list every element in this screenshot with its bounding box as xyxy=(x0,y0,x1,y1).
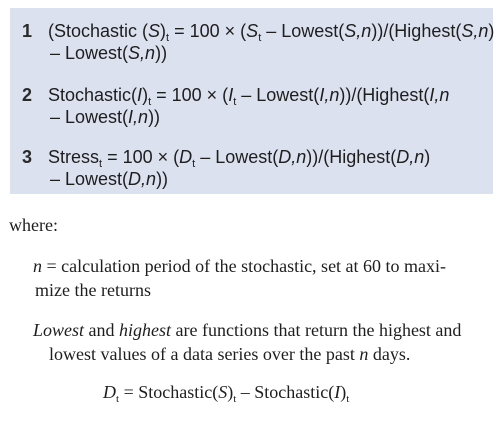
equation-line-2: – Lowest(D,n)) xyxy=(50,169,169,189)
equation-number: 2 xyxy=(22,85,33,105)
final-equation: $D_t$ = $Stochastic(S)_t$ – $Stochastic(I)_t$ xyxy=(103,382,350,405)
equation-line-2: – Lowest(I,n)) xyxy=(50,107,161,127)
equation-line-2: – Lowest(S,n)) xyxy=(50,43,168,63)
equation-number: 3 xyxy=(22,147,33,167)
equation-body: (Stochastic $(S)_t = 100 \times (S_t$ – Lowest(S,n))/(Highest(S,n) – Lowest(S,n)) xyxy=(48,21,495,63)
equation-body: $Stochastic(I)_t = 100 \times (I_t$ – Lowest(I,n))/(Highest(I,n – Lowest(I,n)) xyxy=(48,85,450,127)
definition-n: n = calculation period of the stochastic, set at 60 to maxi- mize the returns xyxy=(33,256,447,300)
definition-lowest-highest: Lowest and highest are functions that return the highest and lowest values of a data series over the past n days. xyxy=(33,320,462,364)
where-label: where: xyxy=(9,215,58,235)
equation-body: Stress$_t$ = $100 \times (D_t$ – Lowest(D,n))/(Highest(D,n) – Lowest(D,n)) xyxy=(48,147,431,189)
equation-number: 1 xyxy=(22,21,33,41)
